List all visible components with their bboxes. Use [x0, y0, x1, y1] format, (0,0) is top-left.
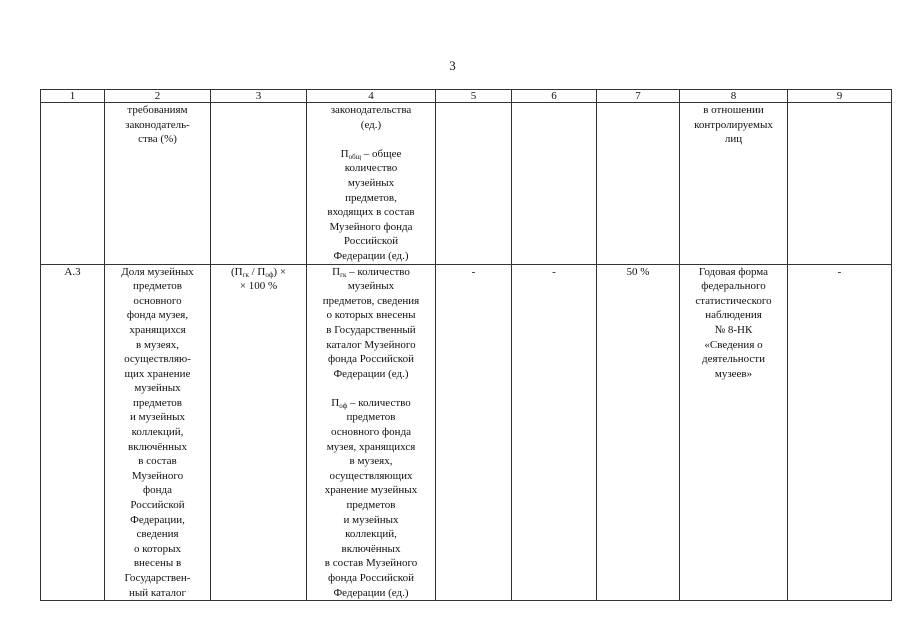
col-number-3: 3 — [211, 90, 307, 103]
table-row — [41, 103, 892, 265]
row1-variable-cont: законодательства (ед.) — [330, 104, 412, 131]
row1-col7 — [597, 103, 680, 265]
formula-part: (П — [230, 265, 243, 278]
variable-desc: – количество предметов основного фонда музея, хранящихся в музеях, осуществляющих хранение музейных предметов и музейных коллекций, включённых в состав Музейного фонда Российской Федерации (ед.) — [324, 396, 418, 599]
formula-subscript: оф — [265, 270, 274, 279]
col-number-5: 5 — [436, 90, 512, 103]
variable-subscript: гк — [340, 270, 347, 279]
row1-variable-subscript: общ — [348, 152, 362, 161]
row2-variables — [307, 264, 436, 601]
table-row — [41, 264, 892, 601]
row2-formula — [211, 264, 307, 601]
row1-variable-desc: – общее количество музейных предметов, входящих в состав Музейного фонда Российской Федерации (ед.) — [327, 147, 415, 262]
col-number-9: 9 — [788, 90, 892, 103]
row1-col9 — [788, 103, 892, 265]
row2-target-value: 50 % — [597, 264, 680, 601]
indicator-table — [40, 89, 892, 601]
col-number-1: 1 — [41, 90, 105, 103]
col-number-7: 7 — [597, 90, 680, 103]
variable-symbol: П — [331, 396, 340, 409]
row1-col6 — [512, 103, 597, 265]
row1-variable-symbol: П — [340, 147, 349, 160]
row2-code: А.3 — [41, 264, 105, 601]
col-number-2: 2 — [105, 90, 211, 103]
variable-symbol: П — [332, 265, 341, 278]
page-number: 3 — [449, 58, 456, 73]
row1-formula — [211, 103, 307, 265]
formula-part: ) × × 100 % — [239, 265, 287, 293]
column-numbers-row — [41, 90, 892, 103]
variable-desc: – количество музейных предметов, сведения о которых внесены в Государственный каталог Музейного фонда Российской Федерации (ед.) — [322, 265, 420, 380]
col-number-4: 4 — [307, 90, 436, 103]
variable-subscript: оф — [339, 401, 348, 410]
col-number-8: 8 — [680, 90, 788, 103]
row1-indicator-name: требованиям законодатель- ства (%) — [105, 103, 211, 265]
row2-col5: - — [436, 264, 512, 601]
row1-variables — [307, 103, 436, 265]
formula-part: / П — [248, 265, 266, 278]
row1-source: в отношении контролируемых лиц — [680, 103, 788, 265]
col-number-6: 6 — [512, 90, 597, 103]
row1-code — [41, 103, 105, 265]
row2-col9: - — [788, 264, 892, 601]
row2-col6: - — [512, 264, 597, 601]
row2-source: Годовая форма федерального статистического наблюдения № 8-НК «Сведения о деятельности музеев» — [680, 264, 788, 601]
row1-col5 — [436, 103, 512, 265]
row2-indicator-name: Доля музейных предметов основного фонда музея, хранящихся в музеях, осуществляю- щих хранение музейных предметов и музейных коллекций, включённых в состав Музейного фонда Российской Федерации, сведения о которых внесены в Государствен- ный каталог — [105, 264, 211, 601]
formula-subscript: гк — [242, 270, 249, 279]
